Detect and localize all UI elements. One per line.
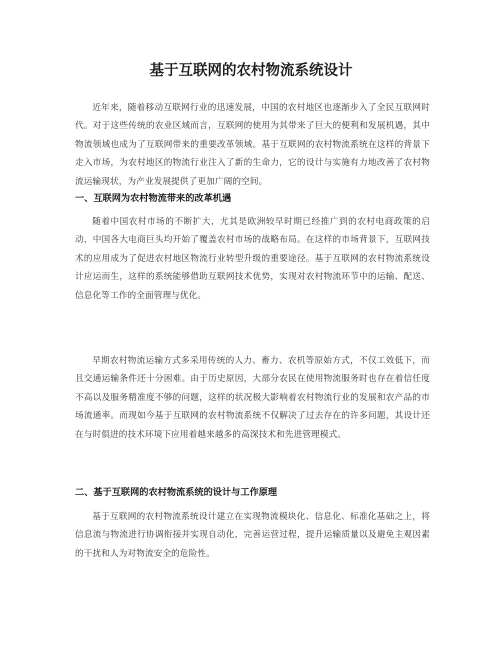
section-1-paragraph-1: 随着中国农村市场的不断扩大，尤其是欧洲较早时期已经推广到的农村电商政策的启动，中国各大电商巨头均开始了覆盖农村市场的战略布局。在这样的市场背景下，互联网技术的应用成为了促进农村地区物流行业转型升级的重要途径。基于互联网的农村物流系统设计应运而生，这样的系统能够借助互联网技术优势，实现对农村物流环节中的运输、配送、信息化等工作的全面管理与优化。	[75, 217, 430, 301]
intro-paragraph: 近年来，随着移动互联网行业的迅速发展，中国的农村地区也逐渐步入了全民互联网时代。对于这些传统的农业区域而言，互联网的使用为其带来了巨大的便利和发展机遇，其中物流领域也成为了互联网带来的重要改革领域。基于互联网的农村物流系统在这样的背景下走入市场，为农村地区的物流行业注入了新的生命力，它的设计与实施有力地改善了农村物流运输现状，为产业发展提供了更加广阔的空间。	[75, 103, 430, 187]
section-1-paragraph-2: 早期农村物流运输方式多采用传统的人力、畜力、农机等原始方式，不仅工效低下，而且交通运输条件还十分困难。由于历史原因，大部分农民在使用物流服务时也存在着信任度不高以及服务精准度不够的问题，这样的状况极大影响着农村物流行业的发展和农产品的市场流通率。而现如今基于互联网的农村物流系统不仅解决了过去存在的许多问题，其设计还在与时俱进的技术环境下应用着越来越多的高深技术和先进管理模式。	[75, 356, 430, 440]
document-title: 基于互联网的农村物流系统设计	[149, 63, 353, 79]
section-1-heading: 一、互联网为农村物流带来的改革机遇	[75, 193, 232, 204]
section-2-heading: 二、基于互联网的农村物流系统的设计与工作原理	[75, 487, 278, 498]
section-2-paragraph-1: 基于互联网的农村物流系统设计建立在实现物流模块化、信息化、标准化基础之上，将信息流与物流进行协调衔接并实现自动化，完善运营过程，提升运输质量以及避免主观因素的干扰和人为对物流安全的危险性。	[75, 512, 430, 559]
